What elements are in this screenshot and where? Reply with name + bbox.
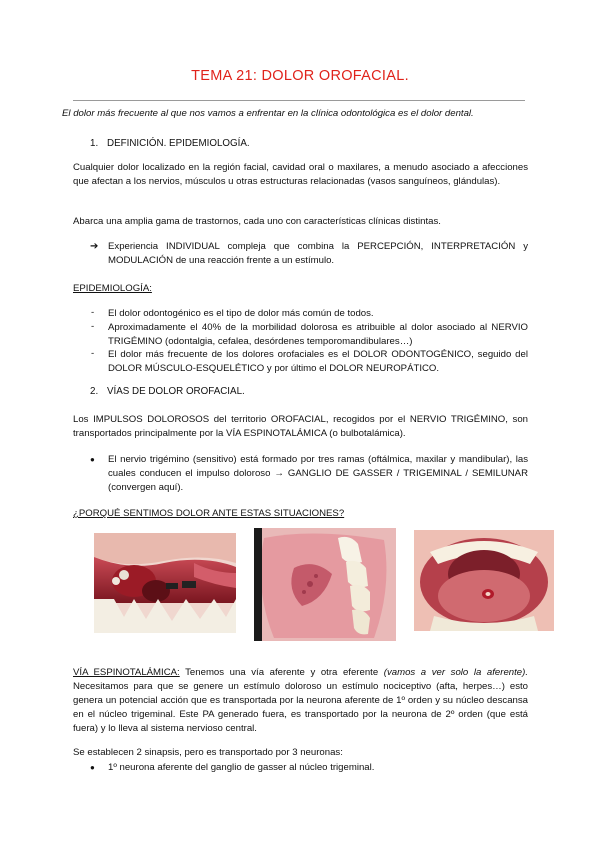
round-bullet-icon: ● — [90, 763, 95, 772]
spinothalamic-note: (vamos a ver solo la aferente). — [383, 667, 528, 678]
epidemiology-heading: EPIDEMIOLOGÍA: — [73, 283, 152, 294]
round-bullet-icon: ● — [90, 455, 95, 464]
definition-paragraph: Cualquier dolor localizado en la región facial, cavidad oral o maxilares, a menudo asociado a afecciones que afectan a los nervios, músculos u otras estructuras relacionadas (vasos sanguíneos, glándulas). — [73, 162, 528, 187]
dash-bullet-icon: - — [91, 348, 95, 359]
list-item: Aproximadamente el 40% de la morbilidad dolorosa es atribuible al dolor asociado al NERVIO TRIGÉMINO (odontalgia, cefalea, desórdenes temporomandibulares…) — [108, 322, 528, 347]
list-item: El dolor más frecuente de los dolores orofaciales es el DOLOR ODONTOGÉNICO, seguido del DOLOR MÚSCULO-ESQUELÉTICO y por último el DOLOR NEUROPÁTICO. — [108, 349, 528, 374]
arrow-bullet-icon: ➔ — [90, 241, 99, 252]
trigeminal-text: El nervio trigémino (sensitivo) está formado por tres ramas (oftálmica, maxilar y mandibular), las cuales conducen el impulso doloroso → GANGLIO DE GASSER / TRIGEMINAL / SEMILUNAR (convergen aquí). — [108, 454, 528, 493]
section-2-heading: VÍAS DE DOLOR OROFACIAL. — [107, 386, 245, 397]
spinothalamic-paragraph — [73, 666, 528, 736]
list-item: El dolor odontogénico es el tipo de dolor más común de todos. — [108, 308, 374, 319]
spinothalamic-body: Necesitamos para que se genere un estímulo doloroso un estímulo nociceptivo (afta, herpes…) esto genera un potencial acción que es transportada por la neurona aferente de 1º orden y su núcleo descansa en el núcleo trigeminal. Este PA generado fuera, es transportado por la neurona de 2º orden (que está fuera) y lo lleva al sistema nervioso central. — [73, 681, 528, 734]
impulses-paragraph: Los IMPULSOS DOLOROSOS del territorio OROFACIAL, recogidos por el NERVIO TRIGÉMINO, son transportados principalmente por la VÍA ESPINOTALÁMICA (o bulbotalámica). — [73, 414, 528, 439]
synapse-paragraph: Se establecen 2 sinapsis, pero es transportado por 3 neuronas: — [73, 747, 343, 758]
dash-bullet-icon: - — [91, 321, 95, 332]
section-1-number: 1. — [90, 138, 99, 149]
section-1-heading: DEFINICIÓN. EPIDEMIOLOGÍA. — [107, 138, 250, 149]
section-2-number: 2. — [90, 386, 99, 397]
scope-paragraph: Abarca una amplia gama de trastornos, cada uno con características clínicas distintas. — [73, 216, 441, 227]
page-title: TEMA 21: DOLOR OROFACIAL. — [191, 68, 409, 84]
clinical-photo-palatal-lesion — [254, 528, 396, 641]
spinothalamic-text: Tenemos una vía aferente y otra eferente — [179, 667, 384, 678]
question-heading: ¿PORQUÉ SENTIMOS DOLOR ANTE ESTAS SITUACIONES? — [73, 508, 345, 519]
intro-text: El dolor más frecuente al que nos vamos a enfrentar en la clínica odontológica es el dolor dental. — [62, 108, 474, 119]
spinothalamic-label: VÍA ESPINOTALÁMICA: — [73, 667, 180, 678]
dash-bullet-icon: - — [91, 307, 95, 318]
clinical-photo-gingival-bleeding — [94, 533, 236, 633]
neuron-item: 1º neurona aferente del ganglio de gasser al núcleo trigeminal. — [108, 762, 375, 773]
title-divider — [73, 100, 525, 101]
experience-text: Experiencia INDIVIDUAL compleja que combina la PERCEPCIÓN, INTERPRETACIÓN y MODULACIÓN de una reacción frente a un estímulo. — [108, 241, 528, 266]
clinical-photo-oral-ulcer — [414, 530, 554, 631]
